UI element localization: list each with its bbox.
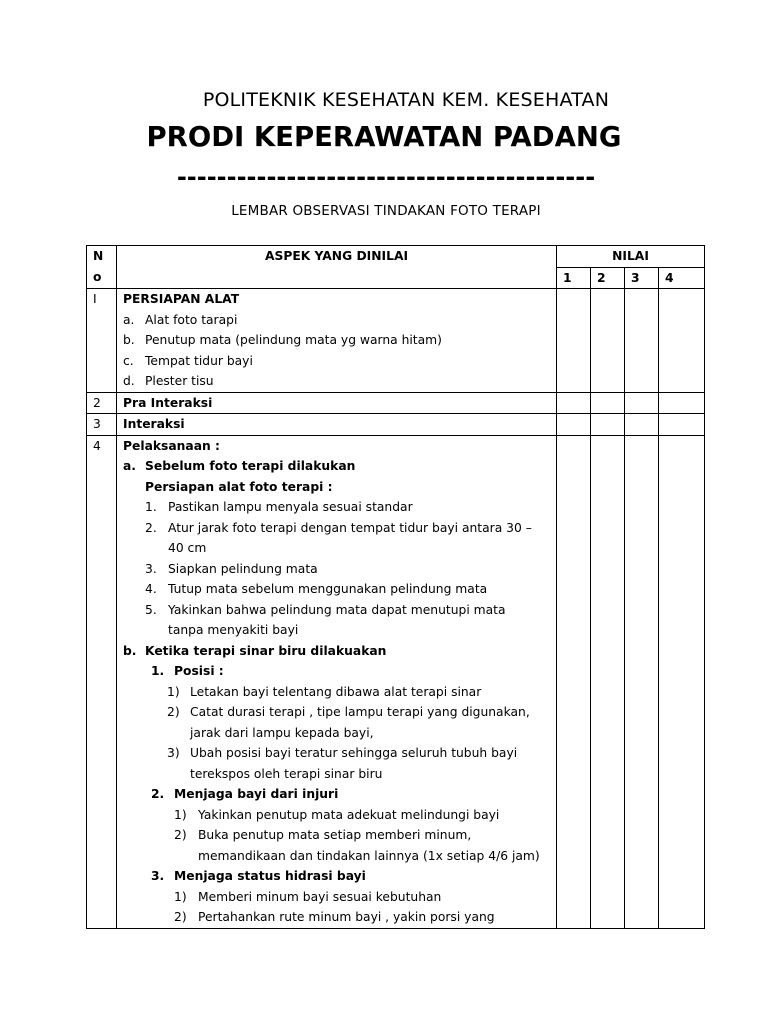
score-cell bbox=[591, 392, 625, 414]
section-marker: a. bbox=[123, 459, 136, 473]
score-cell bbox=[625, 435, 659, 928]
col-no-header-line1: N bbox=[93, 249, 104, 263]
section-subtitle: Persiapan alat foto terapi : bbox=[145, 479, 333, 494]
step-marker: 1) bbox=[167, 684, 180, 699]
step-marker: 3. bbox=[145, 561, 157, 576]
col-nilai-label: NILAI bbox=[612, 249, 649, 263]
group-title: Menjaga status hidrasi bayi bbox=[174, 869, 366, 883]
step-marker: 2) bbox=[167, 705, 180, 719]
step-text: Memberi minum bayi sesuai kebutuhan bbox=[198, 889, 442, 904]
sheet-title: LEMBAR OBSERVASI TINDAKAN FOTO TERAPI bbox=[231, 203, 541, 219]
step-text: Ubah posisi bayi teratur sehingga seluruh tubuh bayi bbox=[190, 746, 518, 760]
score-cell bbox=[659, 392, 705, 414]
score-header-1: 1 bbox=[557, 267, 591, 289]
step-text: memandikaan dan tindakan lainnya (1x setiap 4/6 jam) bbox=[198, 848, 540, 863]
step-marker: 2) bbox=[174, 828, 187, 842]
step-marker: 1. bbox=[145, 500, 157, 514]
aspect-cell bbox=[117, 414, 557, 436]
list-marker: d. bbox=[123, 374, 135, 388]
list-item: Alat foto tarapi bbox=[145, 312, 238, 327]
row-title: Interaksi bbox=[123, 417, 185, 431]
score-cell bbox=[557, 289, 591, 393]
row-title: Pra Interaksi bbox=[123, 395, 213, 410]
step-text: Pastikan lampu menyala sesuai standar bbox=[168, 500, 413, 514]
score-cell bbox=[557, 392, 591, 414]
step-marker: 1) bbox=[174, 807, 187, 822]
row-title: Pelaksanaan : bbox=[123, 438, 220, 453]
list-item: Penutup mata (pelindung mata yg warna hitam) bbox=[145, 333, 442, 347]
step-marker: 4. bbox=[145, 582, 157, 596]
aspect-cell bbox=[117, 289, 557, 393]
score-header-3: 3 bbox=[625, 267, 659, 289]
col-nilai-header bbox=[557, 246, 705, 268]
section-title: Sebelum foto terapi dilakukan bbox=[145, 459, 356, 473]
score-cell bbox=[557, 414, 591, 436]
step-text: Yakinkan penutup mata adekuat melindungi bayi bbox=[198, 807, 500, 822]
institution-name: POLITEKNIK KESEHATAN KEM. KESEHATAN bbox=[202, 89, 610, 111]
score-cell bbox=[625, 392, 659, 414]
step-marker: 1) bbox=[174, 889, 187, 904]
col-aspect-header bbox=[117, 246, 557, 289]
score-cell bbox=[625, 414, 659, 436]
group-title: Menjaga bayi dari injuri bbox=[174, 787, 339, 801]
step-text: jarak dari lampu kepada bayi, bbox=[190, 725, 374, 740]
list-marker: c. bbox=[123, 353, 134, 368]
observation-table bbox=[86, 245, 705, 929]
step-text: Pertahankan rute minum bayi , yakin porsi yang bbox=[198, 910, 495, 924]
step-marker: 5. bbox=[145, 602, 157, 617]
row-number: 4 bbox=[87, 435, 117, 928]
score-cell bbox=[557, 435, 591, 928]
table-row bbox=[87, 392, 705, 414]
col-aspect-label: ASPEK YANG DINILAI bbox=[264, 249, 409, 263]
score-cell bbox=[591, 435, 625, 928]
list-item: Plester tisu bbox=[145, 374, 214, 388]
group-marker: 2. bbox=[151, 787, 165, 801]
step-text: Tutup mata sebelum menggunakan pelindung mata bbox=[168, 582, 488, 596]
step-text: Yakinkan bahwa pelindung mata dapat menutupi mata bbox=[168, 602, 506, 617]
row-number: I bbox=[87, 289, 117, 393]
group-marker: 3. bbox=[151, 869, 165, 883]
table-row bbox=[87, 435, 705, 928]
row-number: 2 bbox=[87, 392, 117, 414]
step-marker: 3) bbox=[167, 746, 180, 760]
table-row bbox=[87, 289, 705, 393]
step-text: Letakan bayi telentang dibawa alat terapi sinar bbox=[190, 684, 482, 699]
row-title: PERSIAPAN ALAT bbox=[123, 292, 240, 306]
step-marker: 2) bbox=[174, 910, 187, 924]
step-text: Atur jarak foto terapi dengan tempat tidur bayi antara 30 – bbox=[168, 520, 532, 535]
col-no-header bbox=[87, 246, 117, 289]
step-text: Buka penutup mata setiap memberi minum, bbox=[198, 828, 472, 842]
score-cell bbox=[625, 289, 659, 393]
separator-line: ------------------------------------------ bbox=[176, 163, 596, 191]
aspect-cell bbox=[117, 435, 557, 928]
col-no-header-line2: o bbox=[93, 269, 102, 284]
score-cell bbox=[659, 435, 705, 928]
score-cell bbox=[659, 289, 705, 393]
aspect-cell bbox=[117, 392, 557, 414]
score-cell bbox=[659, 414, 705, 436]
score-cell bbox=[591, 289, 625, 393]
table-header-row bbox=[87, 246, 705, 268]
table-row bbox=[87, 414, 705, 436]
score-header-2: 2 bbox=[591, 267, 625, 289]
step-text: Siapkan pelindung mata bbox=[168, 561, 318, 576]
group-marker: 1. bbox=[151, 664, 165, 678]
list-marker: a. bbox=[123, 312, 135, 327]
row-number: 3 bbox=[87, 414, 117, 436]
program-name: PRODI KEPERAWATAN PADANG bbox=[146, 121, 622, 153]
step-text: 40 cm bbox=[168, 541, 207, 555]
score-cell bbox=[591, 414, 625, 436]
list-marker: b. bbox=[123, 333, 135, 347]
step-text: Catat durasi terapi , tipe lampu terapi yang digunakan, bbox=[190, 705, 530, 719]
step-text: terekspos oleh terapi sinar biru bbox=[190, 766, 383, 781]
list-item: Tempat tidur bayi bbox=[145, 353, 253, 368]
step-text: tanpa menyakiti bayi bbox=[168, 623, 299, 637]
score-header-4: 4 bbox=[659, 267, 705, 289]
section-title: Ketika terapi sinar biru dilakuakan bbox=[145, 643, 387, 658]
section-marker: b. bbox=[123, 643, 137, 658]
step-marker: 2. bbox=[145, 520, 157, 535]
group-title: Posisi : bbox=[174, 664, 224, 678]
